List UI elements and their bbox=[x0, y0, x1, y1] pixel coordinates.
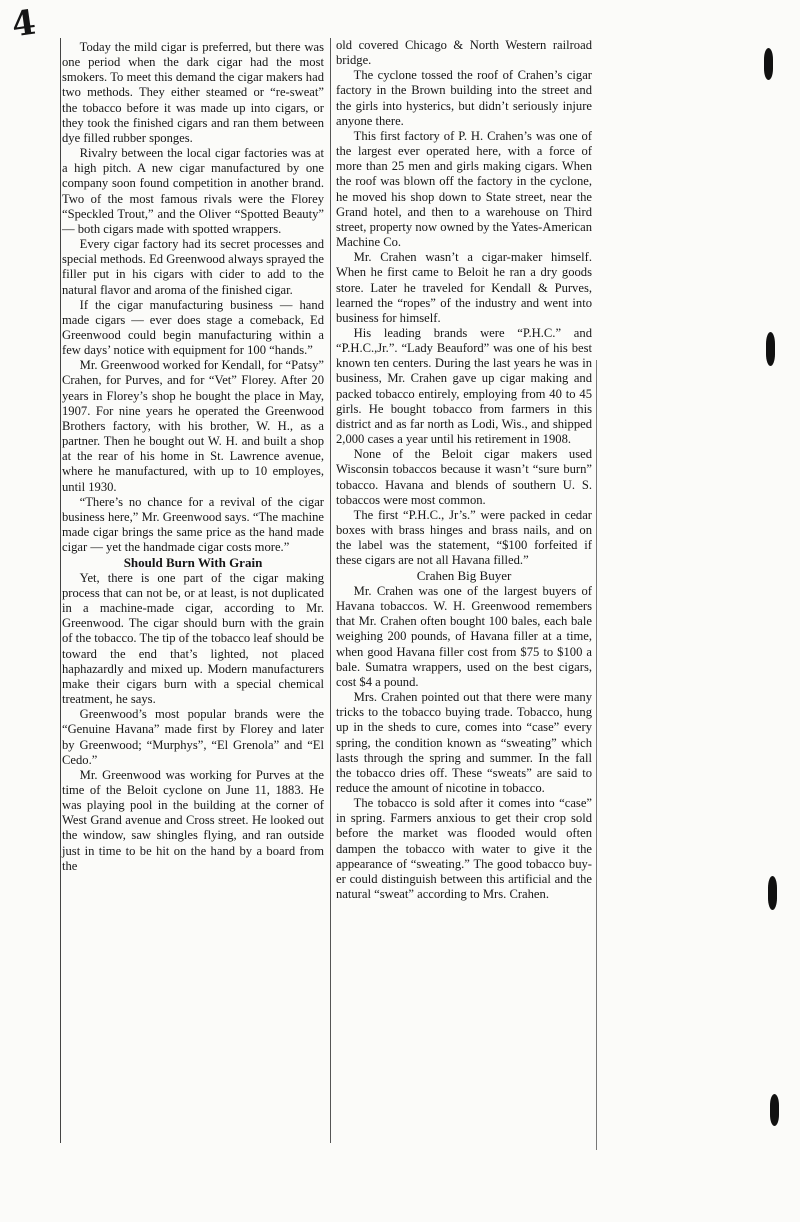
paragraph: Yet, there is one part of the cigar making process that can not be, or at least, is not duplicated in a machine-made cigar, according to Mr. Greenwood. The cigar should burn with the grain of the tobacco. The tip of the tobacco leaf should be toward the end that’s lighted, not placed haphazardly and mixed up. Modern manufacturers make their cigars burn with a special chemical treatment, he says. bbox=[62, 570, 324, 707]
paragraph: This first factory of P. H. Crahen’s was one of the largest ever operated here, with a force of more than 25 men and girls making cigars. When the roof was blown off the factory in the cyclone, he moved his shop down to State street, near the Grand hotel, and then to a warehouse on Third street, property now owned by the Yates-American Machine Co. bbox=[336, 128, 593, 250]
paragraph: None of the Beloit cigar makers used Wisconsin tobaccos because it wasn’t “sure burn” tobacco. Havana and blends of southern U. S. tobaccos were most common. bbox=[336, 447, 592, 507]
page-number: 4 bbox=[9, 2, 39, 46]
paragraph: Every cigar factory had its secret processes and special methods. Ed Greenwood always sprayed the filler put in his cigars with cider to add to the natural flavor and aroma of the finished cigar. bbox=[62, 237, 324, 297]
paragraph: If the cigar manufacturing business — hand made cigars — ever does stage a comeback, Ed Greenwood could begin manufacturing within a few days’ notice with equipment for 100 “hands.” bbox=[62, 297, 324, 358]
article-column-left bbox=[62, 40, 324, 874]
binder-hole-mark bbox=[770, 1094, 779, 1126]
article-column-right bbox=[336, 38, 592, 902]
paragraph: Mr. Greenwood worked for Kendall, for “Patsy” Crahen, for Purves, and for “Vet” Florey. After 20 years in Florey’s shop he bought the place in May, 1907. For nine years he operated the Greenwood Brothers factory, with his brother, W. H., as a partner. Then he bought out W. H. and built a shop at the rear of his home in St. Lawrence avenue, where he manufactured, with up to 10 employes, until 1930. bbox=[62, 358, 324, 494]
paragraph: The cyclone tossed the roof of Crahen’s cigar factory in the Brown building into the street and the girls into hysterics, but didn’t seriously injure anyone there. bbox=[336, 68, 592, 128]
paragraph: His leading brands were “P.H.C.” and “P.H.C.,Jr.”. “Lady Beauford” was one of his best known ten centers. During the last years he was in business, Mr. Crahen gave up cigar making and packed tobacco entirely, employing from 40 to 45 girls. He bought tobacco from farmers in this district and as far north as Lodi, Wis., and shipped 2,000 cases a year until his retirement in 1908. bbox=[336, 325, 592, 447]
binder-hole-mark bbox=[768, 876, 777, 910]
continuation-text: old covered Chicago & North Western railroad bridge. bbox=[336, 38, 592, 68]
column-divider bbox=[330, 38, 331, 1143]
paragraph: Mrs. Crahen pointed out that there were many tricks to the tobacco buying trade. Tobacco, hung up in the sheds to cure, comes into “case” every spring, the condition known as “sweating” which lasts through the spring and summer. In the fall the tobacco dries off. These “sweats” are said to reduce the amount of nicotine in tobacco. bbox=[336, 690, 592, 795]
left-margin-rule bbox=[60, 38, 61, 1143]
subheading: Crahen Big Buyer bbox=[416, 568, 512, 584]
paragraph: Mr. Crahen was one of the largest buyers of Havana tobaccos. W. H. Greenwood remembers that Mr. Crahen often bought 100 bales, each bale weighing 200 pounds, of Havana filler at a time, when good Havana filler cost from $75 to $100 a bale. Sumatra wrappers, used on the best cigars, cost $4 a pound. bbox=[336, 583, 592, 689]
paragraph: Mr. Crahen wasn’t a cigar-maker himself. When he first came to Beloit he ran a dry goods store. Later he traveled for Kendall & Purves, learned the “ropes” of the industry and went into business for himself. bbox=[336, 250, 592, 325]
paragraph: The tobacco is sold after it comes into “case” in spring. Farmers anxious to get their crop sold before the market was flooded would often dampen the tobacco with water to give it the appearance of “sweating.” The good tobacco buyer could distinguish between this artificial and the natural “sweat” according to Mrs. Crahen. bbox=[336, 796, 592, 902]
paragraph: Rivalry between the local cigar factories was at a high pitch. A new cigar manufactured by one company soon found competition in another brand. Two of the most famous rivals were the Florey “Speckled Trout,” and the Oliver “Spotted Beauty” — both cigars made with spotted wrappers. bbox=[62, 146, 324, 236]
paragraph: Greenwood’s most popular brands were the “Genuine Havana” made first by Florey and later by Greenwood; “Murphys”, “El Grenola” and “El Cedo.” bbox=[62, 707, 324, 767]
paragraph: The first “P.H.C., Jr’s.” were packed in cedar boxes with brass hinges and brass nails, and on the label was the statement, “$100 forfeited if these cigars are not all Havana filled.” bbox=[336, 507, 592, 568]
paragraph: Today the mild cigar is preferred, but there was one period when the dark cigar had the most smokers. To meet this demand the cigar makers had two methods. They either steamed or “re-sweat” the tobacco before it was made up into cigars, or they took the finished cigars and ran them between dye filled rubber sponges. bbox=[62, 40, 324, 145]
paragraph: “There’s no chance for a revival of the cigar business here,” Mr. Greenwood says. “The machine made cigar brings the same price as the hand made cigar — yet the handmade cigar costs more.” bbox=[62, 494, 324, 555]
paragraph: Mr. Greenwood was working for Purves at the time of the Beloit cyclone on June 11, 1883. He was playing pool in the building at the corner of West Grand avenue and Cross street. He looked out the window, saw shingles flying, and ran outside just in time to be hit on the hand by a board from the bbox=[62, 767, 324, 873]
binder-hole-mark bbox=[766, 332, 775, 366]
subheading: Should Burn With Grain bbox=[123, 555, 263, 571]
right-margin-rule bbox=[596, 360, 597, 1150]
binder-hole-mark bbox=[764, 48, 773, 80]
